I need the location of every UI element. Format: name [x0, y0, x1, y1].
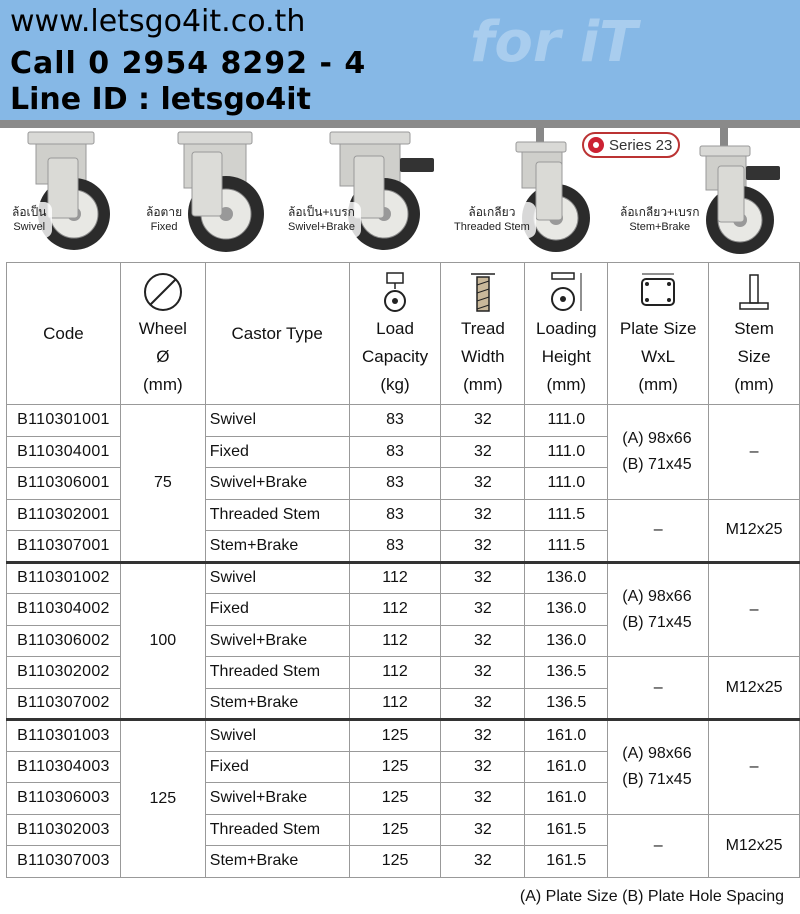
cell-height: 111.0 [525, 436, 608, 468]
cell-castor-type: Threaded Stem [205, 814, 349, 846]
cell-tread: 32 [441, 499, 525, 531]
cell-castor-type: Swivel [205, 720, 349, 752]
cell-height: 136.0 [525, 625, 608, 657]
cell-castor-type: Swivel+Brake [205, 625, 349, 657]
cell-code: B110306003 [7, 783, 121, 815]
line-id: Line ID : letsgo4it [10, 82, 311, 117]
cell-castor-type: Fixed [205, 594, 349, 626]
cell-castor-type: Fixed [205, 436, 349, 468]
cell-code: B110306002 [7, 625, 121, 657]
plate-size-value: (A) 98x66 [622, 745, 692, 763]
cell-plate-size [608, 562, 709, 657]
cell-wheel: 125 [120, 720, 205, 878]
cell-code: B110302001 [7, 499, 121, 531]
wheel-diameter-icon [142, 271, 184, 313]
product-fixed [140, 128, 260, 256]
cell-load: 112 [349, 594, 441, 626]
plate-size-value: (B) 71x45 [622, 455, 692, 473]
cell-plate-size [608, 405, 709, 500]
cell-code: B110301002 [7, 562, 121, 594]
cell-castor-type: Swivel [205, 405, 349, 437]
stem-size-icon [734, 271, 774, 313]
tread-width-icon [468, 271, 498, 313]
cell-load: 125 [349, 783, 441, 815]
cell-castor-type: Stem+Brake [205, 846, 349, 878]
table-row [7, 405, 800, 437]
header-loading: Loading Height (mm) [525, 263, 608, 405]
series-label: Series 23 [609, 136, 673, 154]
cell-load: 112 [349, 688, 441, 720]
cell-tread: 32 [441, 814, 525, 846]
cell-load: 83 [349, 436, 441, 468]
cell-load: 125 [349, 751, 441, 783]
cell-castor-type: Fixed [205, 751, 349, 783]
spec-table-body [7, 405, 800, 878]
loading-height-icon [546, 271, 586, 313]
cell-tread: 32 [441, 405, 525, 437]
cell-tread: 32 [441, 594, 525, 626]
product-threaded-stem [446, 128, 606, 256]
cell-code: B110301001 [7, 405, 121, 437]
table-header-row [7, 263, 800, 405]
cell-load: 125 [349, 720, 441, 752]
cell-tread: 32 [441, 468, 525, 500]
product-swivel [2, 128, 122, 256]
cell-stem-size: – [709, 562, 800, 657]
cell-code: B110302002 [7, 657, 121, 689]
cell-height: 136.5 [525, 657, 608, 689]
cell-tread: 32 [441, 688, 525, 720]
product-photos [0, 128, 800, 256]
cell-stem-size: – [709, 720, 800, 815]
product-swivel-brake [280, 128, 440, 256]
header-banner [0, 0, 800, 120]
cell-load: 83 [349, 405, 441, 437]
cell-code: B110307003 [7, 846, 121, 878]
spec-table [6, 262, 800, 878]
cell-code: B110307001 [7, 531, 121, 563]
cell-code: B110301003 [7, 720, 121, 752]
caption-swivel-brake: ล้อเป็น+เบรก Swivel+Brake [282, 202, 361, 238]
cell-castor-type: Threaded Stem [205, 499, 349, 531]
plate-size-value: (B) 71x45 [622, 613, 692, 631]
cell-castor-type: Threaded Stem [205, 657, 349, 689]
cell-code: B110304002 [7, 594, 121, 626]
cell-height: 161.0 [525, 720, 608, 752]
cell-height: 136.5 [525, 688, 608, 720]
cell-tread: 32 [441, 562, 525, 594]
table-row [7, 562, 800, 594]
cell-wheel: 75 [120, 405, 205, 563]
call-number: Call 0 2954 8292 - 4 [10, 46, 367, 81]
load-weight-icon [377, 271, 413, 313]
website-url[interactable]: www.letsgo4it.co.th [10, 4, 306, 39]
plate-size-icon [636, 271, 680, 313]
cell-stem-size: – [709, 405, 800, 500]
plate-size-value: (B) 71x45 [622, 771, 692, 789]
header-tread: Tread Width (mm) [441, 263, 525, 405]
cell-tread: 32 [441, 783, 525, 815]
cell-code: B110307002 [7, 688, 121, 720]
cell-load: 83 [349, 468, 441, 500]
header-load: Load Capacity (kg) [349, 263, 441, 405]
plate-size-value: (A) 98x66 [622, 429, 692, 447]
cell-tread: 32 [441, 436, 525, 468]
cell-stem-size: M12x25 [709, 657, 800, 720]
cell-height: 161.0 [525, 751, 608, 783]
cell-tread: 32 [441, 625, 525, 657]
header-wheel: Wheel Ø (mm) [120, 263, 205, 405]
caption-stem-brake: ล้อเกลียว+เบรก Stem+Brake [614, 202, 706, 238]
product-stem-brake [612, 128, 800, 256]
cell-load: 112 [349, 625, 441, 657]
cell-castor-type: Stem+Brake [205, 531, 349, 563]
caption-swivel: ล้อเป็น Swivel [6, 202, 52, 238]
cell-tread: 32 [441, 720, 525, 752]
cell-castor-type: Swivel+Brake [205, 783, 349, 815]
cell-load: 112 [349, 657, 441, 689]
cell-plate-size [608, 720, 709, 815]
cell-height: 136.0 [525, 562, 608, 594]
plate-size-value: (A) 98x66 [622, 587, 692, 605]
cell-load: 125 [349, 814, 441, 846]
cell-height: 111.0 [525, 468, 608, 500]
cell-castor-type: Swivel+Brake [205, 468, 349, 500]
cell-castor-type: Swivel [205, 562, 349, 594]
header-castor-type: Castor Type [205, 263, 349, 405]
cell-code: B110306001 [7, 468, 121, 500]
cell-code: B110302003 [7, 814, 121, 846]
spec-table-area [6, 262, 800, 878]
cell-code: B110304001 [7, 436, 121, 468]
cell-plate-size: – [608, 814, 709, 877]
table-row [7, 720, 800, 752]
cell-load: 125 [349, 846, 441, 878]
cell-castor-type: Stem+Brake [205, 688, 349, 720]
header-stem: Stem Size (mm) [709, 263, 800, 405]
cell-wheel: 100 [120, 562, 205, 720]
cell-height: 111.5 [525, 499, 608, 531]
cell-plate-size: – [608, 499, 709, 562]
cell-stem-size: M12x25 [709, 814, 800, 877]
cell-code: B110304003 [7, 751, 121, 783]
cell-tread: 32 [441, 751, 525, 783]
cell-load: 112 [349, 562, 441, 594]
cell-plate-size: – [608, 657, 709, 720]
cell-height: 161.5 [525, 846, 608, 878]
caption-fixed: ล้อตาย Fixed [140, 202, 188, 238]
cell-height: 161.5 [525, 814, 608, 846]
cell-tread: 32 [441, 531, 525, 563]
cell-height: 111.5 [525, 531, 608, 563]
cell-stem-size: M12x25 [709, 499, 800, 562]
cell-height: 136.0 [525, 594, 608, 626]
watermark-logo: for iT [470, 10, 638, 75]
cell-height: 111.0 [525, 405, 608, 437]
header-plate: Plate Size WxL (mm) [608, 263, 709, 405]
cell-tread: 32 [441, 846, 525, 878]
header-code: Code [7, 263, 121, 405]
footnote: (A) Plate Size (B) Plate Hole Spacing [519, 888, 784, 905]
cell-height: 161.0 [525, 783, 608, 815]
divider-strip [0, 120, 800, 128]
cell-load: 83 [349, 499, 441, 531]
caption-threaded-stem: ล้อเกลียว Threaded Stem [448, 202, 536, 238]
cell-load: 83 [349, 531, 441, 563]
cell-tread: 32 [441, 657, 525, 689]
